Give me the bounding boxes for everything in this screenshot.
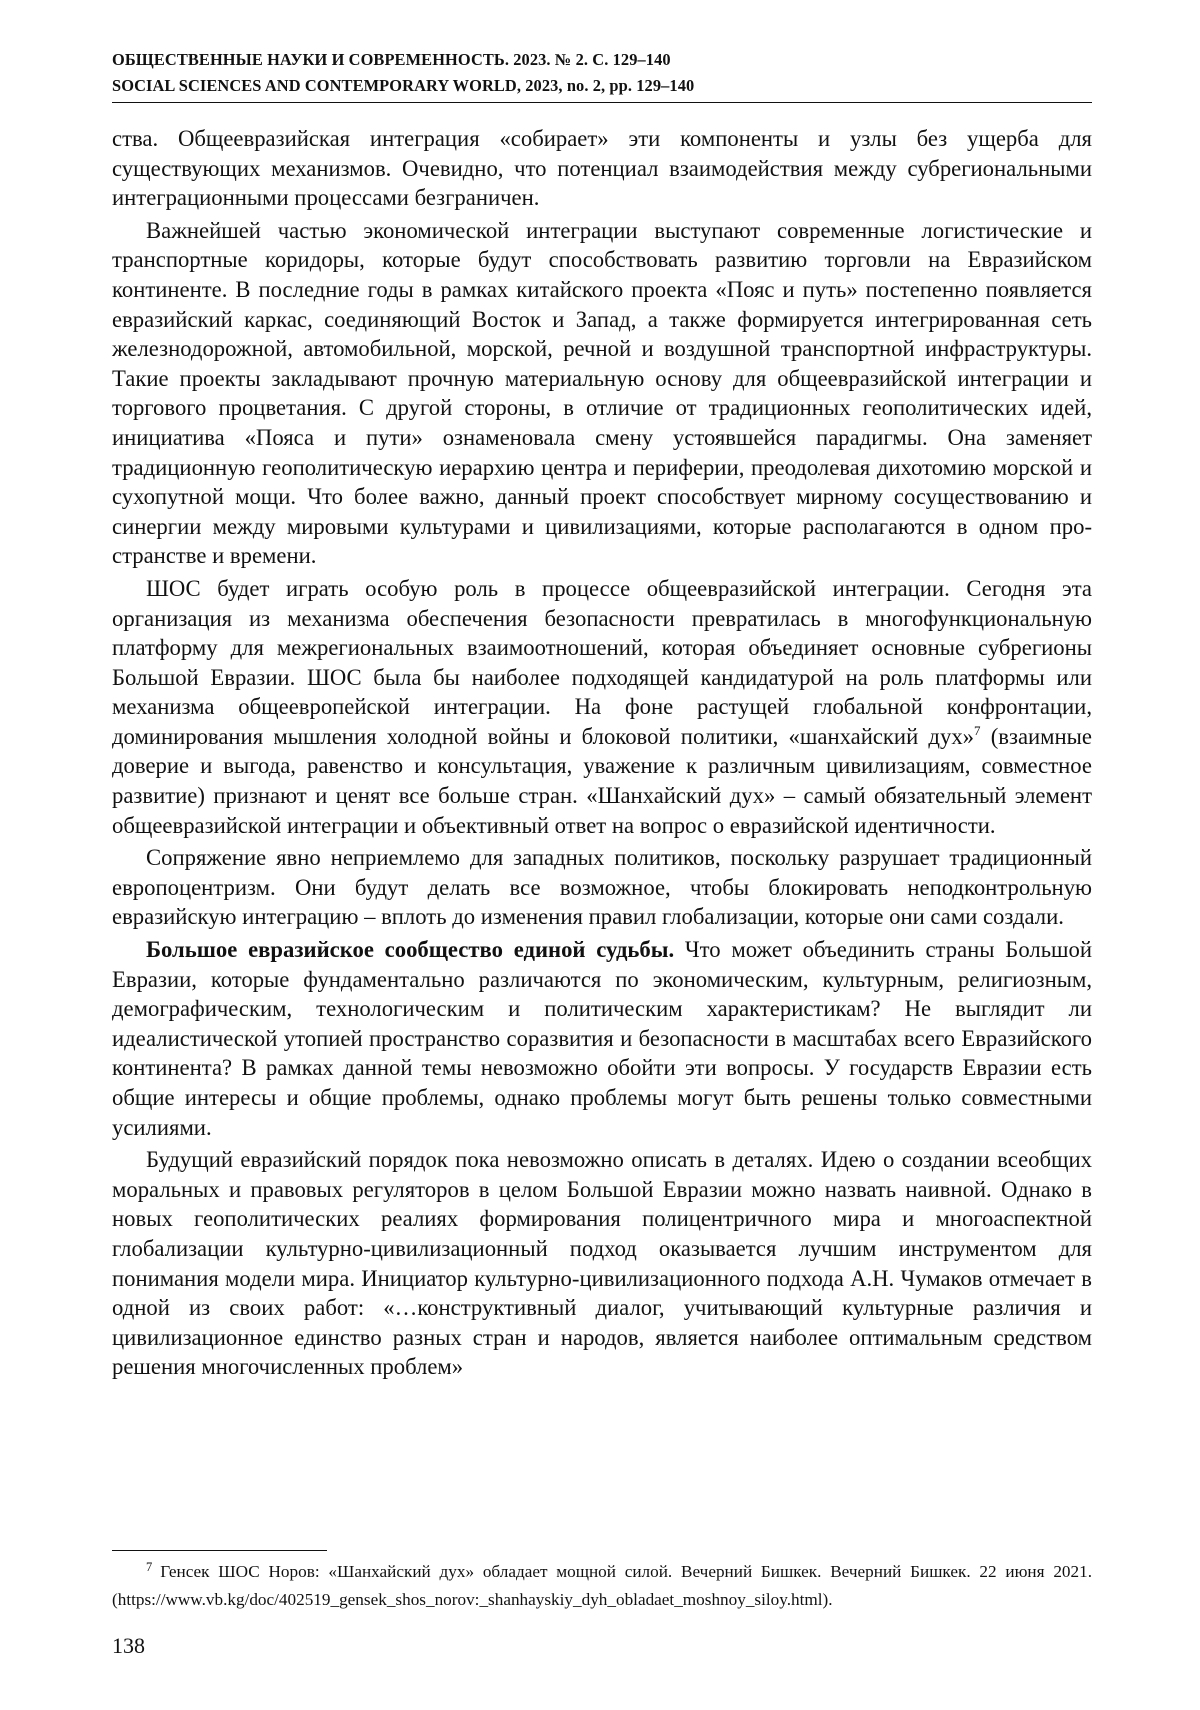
- article-body: [112, 124, 1092, 1382]
- footnote-reference-7[interactable]: 7: [974, 722, 981, 738]
- paragraph-3-part-b: (взаимные доверие и выгода, равенство и консультация, уважение к различным цивилизациям, совместное развитие) признают и ценят все больше стран. «Шанхайский дух» – самый обязательный элемент общеевразийской интеграции и объективный ответ на вопрос о евразийской идентичности.: [112, 723, 1092, 838]
- section-heading-inline: Большое евразийское сообщество единой судьбы.: [146, 937, 675, 963]
- footnote-mark: 7: [146, 1560, 153, 1574]
- paragraph-4: Сопряжение явно неприемлемо для западных политиков, поскольку разрушает традиционный европоцентризм. Они будут делать все возможное, чтобы блокировать неподконтрольную евразийскую интеграцию – вплоть до изменения правил глобализации, которые они сами создали.: [112, 845, 1092, 930]
- paragraph-6: Будущий евразийский порядок пока невозможно описать в деталях. Идею о создании всеобщих моральных и правовых регуляторов в целом Большой Евразии можно назвать наивной. Однако в новых геополитических реалиях формирования полицентричного мира и многоаспектной глобализации культурно-цивилизационный подход оказывается лучшим инструментом для понимания модели мира. Инициатор культурно-цивилизационного подхода А.Н. Чумаков отмечает в одной из своих работ: «…конструктивный диалог, учитывающий культурные различия и цивилизационное единство разных стран и народов, является наиболее оптимальным средством решения многочисленных проблем»: [112, 1147, 1092, 1380]
- footnote-text: Генсек ШОС Норов: «Шанхайский дух» обладает мощной силой. Вечерний Бишкек. Вечерний Бишкек. 22 июня 2021.: [160, 1562, 1092, 1581]
- paragraph-2: Важнейшей частью экономической интеграции выступают современные логистические и транспортные коридоры, которые будут способствовать развитию торговли на Евразийском континенте. В последние годы в рамках китайского проекта «Пояс и путь» постепенно появляется евразийский каркас, соединяющий Восток и Запад, а также формируется интегрированная сеть железнодорожной, автомобильной, морской, речной и воздушной транспортной инфраструктуры. Такие проекты закладывают прочную материальную основу для общеевразийской интеграции и торгового процветания. С другой стороны, в отличие от традиционных геополитических идей, инициатива «Пояса и пути» ознаменовала смену устоявшейся парадигмы. Она заменяет традиционную геополитическую иерархию центра и периферии, преодолевая дихотомию морской и сухопутной мощи. Что более важно, данный проект способствует мирному сосуществованию и синергии между мировыми культурами и цивилизациями, которые располагаются в одном пространстве и времени.: [112, 217, 1092, 569]
- header-divider: [112, 102, 1092, 103]
- running-header: [112, 47, 1092, 99]
- footnote-divider: [112, 1550, 327, 1551]
- paragraph-5-text: Что может объединить страны Большой Евразии, которые фундаментально различаются по экономическим, культурным, религиозным, демографическим, технологическим и политическим характеристикам? Не выглядит ли идеалистической утопией пространство соразвития и безопасности в масштабах всего Евразийского континента? В рамках данной темы невозможно обойти эти вопросы. У государств Евразии есть общие интересы и общие проблемы, однако проблемы могут быть решены только совместными усилиями.: [112, 937, 1092, 1140]
- paragraph-3: [112, 574, 1092, 840]
- paragraph-1: ства. Общеевразийская интеграция «собирает» эти компоненты и узлы без ущерба для существующих механизмов. Очевидно, что потенциал взаимодействия между субрегиональными интеграционными процессами безграничен.: [112, 126, 1092, 211]
- paragraph-5: [112, 935, 1092, 1142]
- footnote: [112, 1558, 1092, 1613]
- footnote-url[interactable]: (https://www.vb.kg/doc/402519_gensek_shos_norov:_shanhayskiy_dyh_obladaet_moshnoy_siloy.html).: [112, 1589, 833, 1609]
- header-english: SOCIAL SCIENCES AND CONTEMPORARY WORLD, 2023, no. 2, pp. 129–140: [112, 76, 695, 95]
- paragraph-3-part-a: ШОС будет играть особую роль в процессе общеевразийской интеграции. Сегодня эта организация из механизма обеспечения безопасности превратилась в многофункциональную платформу для межрегиональных взаимоотношений, которая объединяет основные субрегионы Большой Евразии. ШОС была бы наиболее подходящей кандидатурой на роль платформы или механизма общеевропейской интеграции. На фоне растущей глобальной конфронтации, доминирования мышления холодной войны и блоковой политики, «шанхайский дух»: [112, 575, 1092, 749]
- header-russian: ОБЩЕСТВЕННЫЕ НАУКИ И СОВРЕМЕННОСТЬ. 2023. № 2. С. 129–140: [112, 50, 671, 69]
- page-number: 138: [112, 1633, 145, 1658]
